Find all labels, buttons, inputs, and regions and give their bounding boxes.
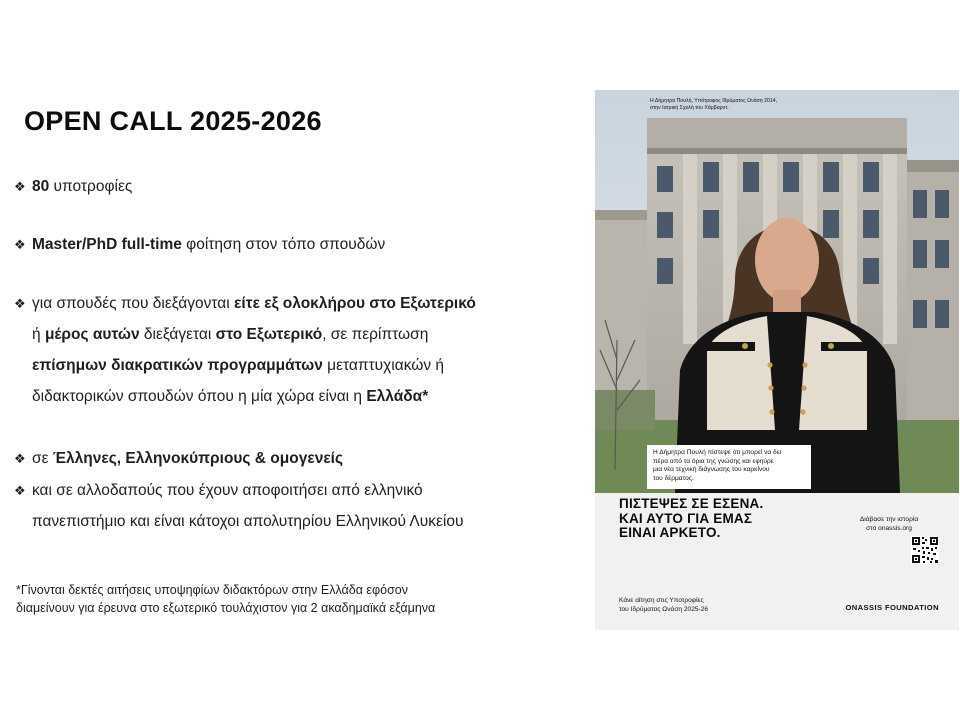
bullet-bold: επίσημων διακρατικών προγραμμάτων (32, 357, 323, 374)
bullet-bold: στο Εξωτερικό (215, 326, 323, 343)
bullet-text: και σε αλλοδαπούς που έχουν αποφοιτήσει από ελληνικό (32, 482, 423, 499)
headline-line: ΠΙΣΤΕΨΕΣ ΣΕ ΕΣΕΝΑ. (619, 496, 764, 511)
photo-caption-line: Η Δήμητρα Πουλή πίστεψε ότι μπορεί να δει (653, 449, 782, 456)
bullet-bold: Έλληνες, Ελληνοκύπριους & ομογενείς (52, 450, 344, 467)
apply-line: Κάνε αίτηση στις Υποτροφίες (619, 597, 704, 604)
bullet-text: διεξάγεται (139, 326, 216, 343)
diamond-bullet-icon: ❖ (14, 483, 26, 498)
photo-caption (647, 445, 811, 489)
photo-caption-line: του δέρματος. (653, 474, 694, 482)
footnote-line: διαμείνουν για έρευνα στο εξωτερικό τουλάχιστον για 2 ακαδημαϊκά εξάμηνα (16, 601, 436, 615)
headline-line: ΕΙΝΑΙ ΑΡΚΕΤΟ. (619, 525, 721, 540)
bullet-degree-type (14, 229, 385, 260)
diamond-bullet-icon: ❖ (14, 296, 26, 311)
photo-credit (650, 98, 850, 112)
bullet-text: σε (32, 450, 53, 467)
bullet-eligibility-foreigners (14, 475, 554, 537)
bullet-text: πανεπιστήμιο και είναι κάτοχοι απολυτηρίου Ελληνικού Λυκείου (32, 513, 464, 530)
slide-title: OPEN CALL 2025-2026 (24, 106, 322, 136)
bullet-bold: μέρος αυτών (44, 326, 140, 343)
poster-headline (619, 497, 819, 541)
bullet-text: φοίτηση στον τόπο σπουδών (181, 236, 386, 253)
scholarship-poster (595, 90, 959, 630)
bullet-eligibility-greeks (14, 443, 343, 474)
bullet-bold: Ελλάδα* (366, 388, 429, 405)
bullet-text: μεταπτυχιακών ή (322, 357, 445, 374)
read-story-link[interactable] (839, 515, 939, 533)
bullet-bold: 80 (32, 178, 50, 195)
bullet-bold: είτε εξ ολοκλήρου στο Εξωτερικό (234, 295, 476, 312)
bullet-text: , σε περίπτωση (322, 326, 429, 343)
cta-line: στο onassis.org (866, 525, 912, 532)
footnote (16, 581, 536, 617)
photo-caption-line: μια νέα τεχνική διάγνωσης του καρκίνου (653, 466, 770, 473)
bullet-scholarships (14, 171, 132, 202)
bullet-text: ή (32, 326, 45, 343)
diamond-bullet-icon: ❖ (14, 179, 26, 194)
bullet-bold: Master/PhD full-time (32, 236, 182, 253)
photo-credit-line: στην Ιατρική Σχολή του Χάρβαρντ. (650, 105, 729, 111)
diamond-bullet-icon: ❖ (14, 451, 26, 466)
bullet-text: υποτροφίες (49, 178, 133, 195)
onassis-foundation-logo: ONASSIS FOUNDATION (845, 603, 939, 612)
headline-line: ΚΑΙ ΑΥΤΟ ΓΙΑ ΕΜΑΣ (619, 510, 753, 526)
bullet-studies-abroad (14, 288, 554, 412)
apply-text (619, 596, 769, 614)
qr-code-icon[interactable] (911, 536, 939, 564)
cta-line: Διάβασε την ιστορία (859, 516, 919, 523)
poster-photo (595, 90, 959, 493)
photo-caption-line: πέρα από τα όρια της γνώσης και εφηύρε (653, 457, 774, 465)
photo-credit-line: Η Δήμητρα Πουλή, Υπότροφος Ιδρύματος Ωνάση 2014, (650, 98, 778, 104)
bullet-text: για σπουδές που διεξάγονται (32, 295, 234, 312)
portrait-photo (595, 90, 959, 493)
footnote-line: *Γίνονται δεκτές αιτήσεις υποψηφίων διδακτόρων στην Ελλάδα εφόσον (16, 583, 408, 597)
bullet-text: διδακτορικών σπουδών όπου η μία χώρα είναι η (32, 388, 367, 405)
diamond-bullet-icon: ❖ (14, 237, 26, 252)
apply-line: του Ιδρύματος Ωνάση 2025-26 (619, 606, 709, 613)
